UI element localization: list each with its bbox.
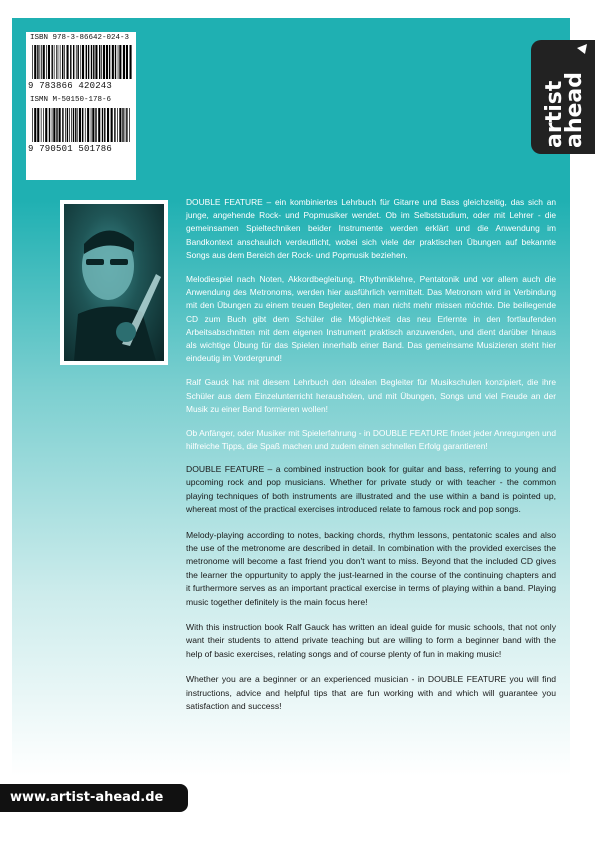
isbn-label: ISBN 978-3-86642-024-3 bbox=[30, 34, 130, 42]
english-paragraph-3: With this instruction book Ralf Gauck has written an ideal guide for music schools, that not only want their students to attend private teaching but are willing to form a beginner band with the help of basic exercises, relating songs and of course plenty of fun in making music! bbox=[186, 622, 556, 659]
german-paragraph-3: Ralf Gauck hat mit diesem Lehrbuch den idealen Begleiter für Musikschulen konzipiert, die ihre Schüler aus dem Einzelunterricht herausholen, und mit Übungen, Songs und viel Freude an der Musik zu einer Band formieren wollen! bbox=[186, 377, 556, 414]
ismn-label: ISMN M-50150-178-6 bbox=[30, 96, 112, 104]
english-paragraph-2: Melody-playing according to notes, backing chords, rhythm lessons, pentatonic scales and also the use of the metronome are described in detail. In combination with the provided exercises the metronome will become a fast friend you don't want to miss. Beyond that the included CD gives the learner the oppurtunity to apply the just-learned in the course of the continuing chapters and it furthermore serves as an important practical exercise in terms of playing within a band. Playing music together definitely is the main focus here! bbox=[186, 529, 556, 607]
author-photo bbox=[60, 200, 168, 365]
logo-arrow-icon bbox=[577, 44, 587, 54]
german-description bbox=[186, 196, 556, 464]
website-url[interactable]: www.artist-ahead.de bbox=[0, 784, 188, 812]
english-title-inline: DOUBLE FEATURE bbox=[427, 674, 507, 685]
german-paragraph-4: Ob Anfänger, oder Musiker mit Spielerfahrung - in DOUBLE FEATURE findet jeder Anregungen und hilfreiche Tipps, die Spaß machen und zudem einen schnellen Erfolg garantieren! bbox=[186, 428, 556, 452]
isbn-barcode bbox=[30, 45, 132, 79]
artist-ahead-logo bbox=[531, 40, 595, 154]
ismn-barcode bbox=[30, 108, 132, 142]
logo-line2: ahead bbox=[562, 71, 587, 148]
english-title: DOUBLE FEATURE bbox=[186, 464, 265, 474]
german-paragraph-2: Melodiespiel nach Noten, Akkordbegleitung, Rhythmiklehre, Pentatonik und vor allem auch die Anwendung des Metronoms, werden hier ausführlich vermittelt. Das Metronom wird in Verbindung mit den Übungen zu einem treuen Begleiter, den man nicht mehr missen möchte. Die beiliegende CD zum Buch gibt dem Schüler die Möglichkeit das neu Erlernte in den fortlaufenden Arbeitsabschnitten mit dem eigenen Instrument praktisch anzuwenden, und dient darüber hinaus als wichtige Übung für das Spielen innerhalb einer Band. Das gemeinsame Musizieren steht hier eindeutig im Vordergrund! bbox=[186, 274, 556, 364]
german-paragraph-1: DOUBLE FEATURE – ein kombiniertes Lehrbuch für Gitarre und Bass gleichzeitig, das sich an junge, angehende Rock- und Popmusiker wendet. Ob im Selbststudium, oder mit Lehrer - die gemeinsamen Spieltechniken beider Instrumente werden erklärt und die Anwendung im Bandkontext anschaulich verdeutlicht, wobei sich viele der praktischen Übungen auf bekannte Songs aus dem Bereich der Rock- und Popmusik beziehen. bbox=[186, 197, 557, 260]
english-description bbox=[186, 463, 556, 726]
english-paragraph-4: Whether you are a beginner or an experienced musician - in DOUBLE FEATURE you will find instructions, advice and helpful tips that are fun working with and which will guarantee you satisfaction and success! bbox=[186, 674, 556, 712]
barcode-panel bbox=[26, 32, 136, 180]
english-paragraph-1: DOUBLE FEATURE – a combined instruction book for guitar and bass, referring to young and upcoming rock and pop musicians. Whether for private study or with teacher - the common playing techniques of both instruments are illustrated and the use within a band is pointed up, whereat most of the practical exercises introduced relate to famous rock and pop songs. bbox=[186, 464, 556, 515]
isbn-digits: 9 783866 420243 bbox=[28, 81, 113, 91]
german-title-inline: DOUBLE FEATURE bbox=[372, 428, 449, 439]
ismn-digits: 9 790501 501786 bbox=[28, 144, 113, 154]
logo-line1: artist bbox=[542, 80, 567, 148]
german-title: DOUBLE FEATURE bbox=[186, 197, 263, 207]
